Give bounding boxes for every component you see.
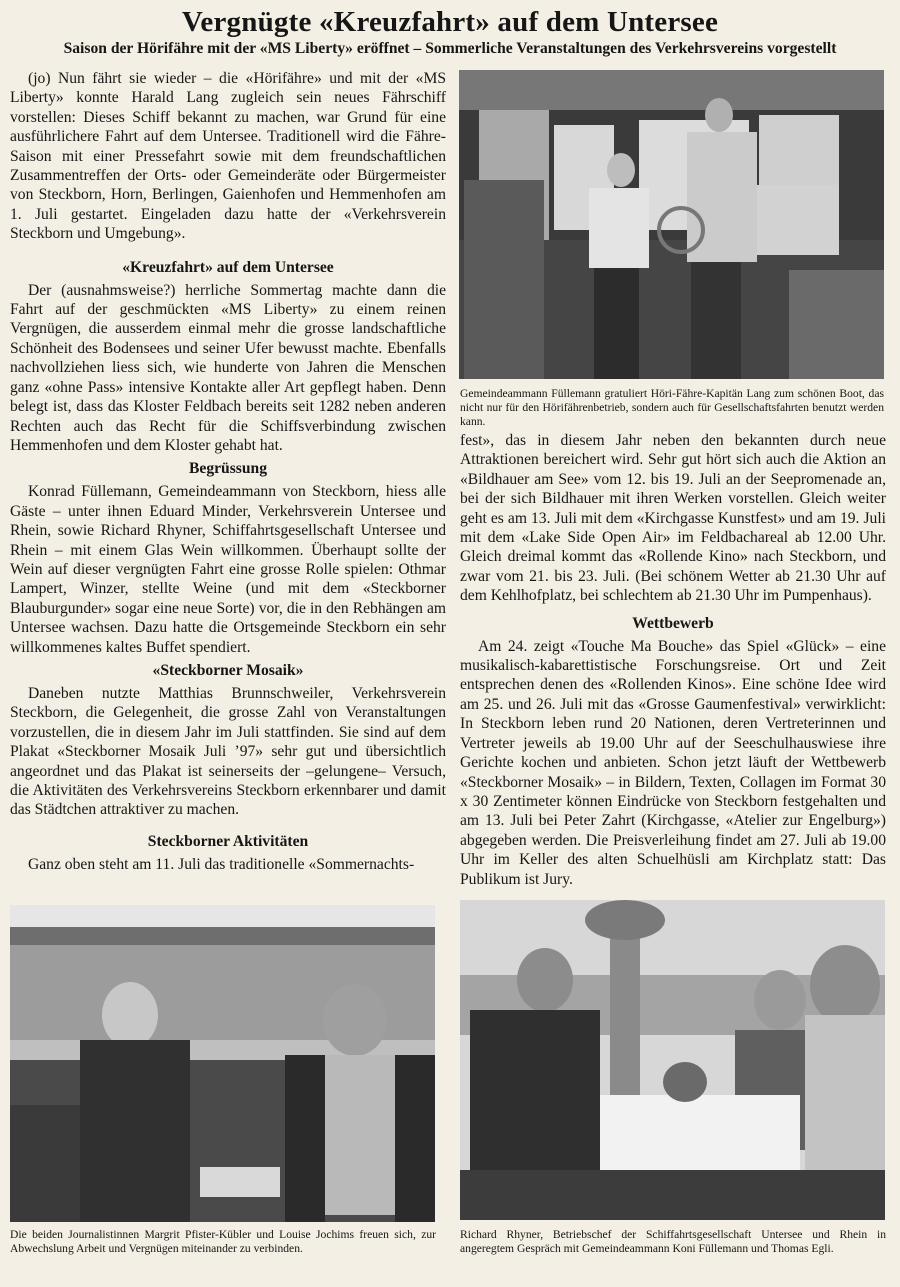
photo-journalists [10, 905, 435, 1222]
section-heading: Begrüssung [189, 460, 267, 478]
section-paragraph: Konrad Füllemann, Gemeindeammann von Steckborn, hiess alle Gäste – unter ihnen Eduard Minder, Verkehrsverein Untersee und Rhein, sowie Richard Rhyner, Schiffahrtsgesellschaft Untersee und Rhein – mit einem Glas Wein willkommen. Überhaupt sollte der Wein auf dieser vergnügten Fahrt eine grosse Rolle spielen: Othmar Lampert, Winzer, stellte Weine (und mit dem «Steckborner Blauburgunder» sogar eine neue Sorte) vor, die in den Rebhängen am Untersee wachsen. Dazu hatte die Ortsgemeinde Steckborn ein sehr willkommenes kaltes Buffet spendiert. [10, 483, 446, 656]
intro-paragraph: (jo) Nun fährt sie wieder – die «Hörifähre» und mit der «MS Liberty» konnte Harald Lang zugleich sein neues Fährschiff vorstellen: Dieses Schiff bekannt zu machen, war Grund für eine ausführlichere Fahrt auf dem Untersee. Traditionell wird die Fähre-Saison mit einer Pressefahrt sowie mit dem freundschaftlichen Zusammentreffen der Orts- oder Gemeinderäte oder Bürgermeister von Steckborn, Horn, Berlingen, Gaienhofen und Hemmenhofen am 1. Juli gestartet. Eingeladen dazu hatte der «Verkehrsverein Steckborn und Umgebung». [10, 70, 446, 243]
section-heading-wettbewerb: Wettbewerb [632, 614, 714, 632]
caption-photo-top: Gemeindeammann Füllemann gratuliert Höri-Fähre-Kapitän Lang zum schönen Boot, das nicht nur für den Hörifährenbetrieb, sondern auch für Gesellschaftsfahrten benutzt werden kann. [460, 387, 884, 428]
subheadline: Saison der Hörifähre mit der «MS Liberty» eröffnet – Sommerliche Veranstaltungen des Verkehrsvereins vorgestellt [63, 40, 837, 57]
photo-conversation-image [460, 900, 885, 1220]
left-column [10, 69, 446, 874]
photo-ship-bridge-image [459, 70, 884, 379]
section-paragraph: Der (ausnahmsweise?) herrliche Sommertag machte dann die Fahrt auf der geschmückten «MS Liberty» zu einem reinen Vergnügen, die ausserdem einmal mehr die grosse landschaftliche Schönheit des Bodensees und seiner Ufer bewusst machte. Ebenfalls nachvollziehen liess sich, wie hunderte von Jahren die Menschen ganz «ohne Pass» intensive Kontakte aller Art gepflegt haben. Denn belegt ist, dass das Kloster Feldbach bereits seit 1282 neben anderen Rechten auch das Recht für die Schiffsverbindung zwischen Hemmenhofen und dem Kloster gehabt hat. [10, 281, 446, 454]
section-heading: «Steckborner Mosaik» [152, 661, 304, 679]
caption-photo-bottom-right: Richard Rhyner, Betriebschef der Schiffahrtsgesellschaft Untersee und Rhein in angeregtem Gespräch mit Gemeindeammann Koni Füllemann und Thomas Egli. [460, 1228, 886, 1255]
section-paragraph-wettbewerb: Am 24. zeigt «Touche Ma Bouche» das Spiel «Glück» – eine musikalisch-kabarettistische Forschungsreise. Ort und Zeit entsprechen denen des «Rollenden Kinos». Eine schöne Idee wird am 25. und 26. Juli mit das «Grosse Gaumenfestival» verwirklicht: In Steckborn leben rund 20 Nationen, deren Vertreterinnen und Vertreter jeweils ab 19.00 Uhr auf der Seeschulhauswiese ihre Gerichte kochen und anbieten. Schon jetzt läuft der Wettbewerb «Steckborner Mosaik» – in Bildern, Texten, Collagen im Format 30 x 30 Zentimeter können Eindrücke von Steckborn festgehalten und am 13. Juli bei Peter Zahrt (Kirchgasse, «Atelier zur Engelburg») abgegeben werden. Die Preisverleihung findet am 27. Juli ab 19.00 Uhr im Keller des alten Schuelhüsli am Kirchplatz statt: Das Publikum ist Jury. [460, 637, 886, 888]
section-paragraph: Ganz oben steht am 11. Juli das traditionelle «Sommernachts- [28, 855, 415, 873]
section-heading: «Kreuzfahrt» auf dem Untersee [122, 258, 334, 276]
continuation-paragraph: fest», das in diesem Jahr neben den bekannten durch neue Attraktionen bereichert wird. Sehr gut hört sich auch die Aktion an «Bildhauer am See» vom 12. bis 19. Juli an der Seepromenade an, bei der sich Bildhauer mit ihren Werken vorstellen. Gleich weiter geht es am 13. Juli mit dem «Kirchgasse Kunstfest» und am 19. Juli mit dem «Lake Side Open Air» im Feldbachareal ab 12.00 Uhr. Gleich dreimal kommt das «Rollende Kino» nach Steckborn, und zwar vom 21. bis 23. Juli. (Bei schönem Wetter ab 21.30 Uhr auf dem Kehlhofplatz, bei schlechtem ab 21.30 Uhr im Pumpenhaus). [460, 432, 886, 605]
section-paragraph: Daneben nutzte Matthias Brunnschweiler, Verkehrsverein Steckborn, die Gelegenheit, die grosse Zahl von Veranstaltungen vorzustellen, die in diesem Jahr im Juli stattfinden. Sie sind auf dem Plakat «Steckborner Mosaik Juli ’97» sehr gut und übersichtlich angeordnet und das Plakat ist seinerseits der –gelungene– Versuch, die Aktivitäten des Verkehrsvereins Steckborn erkennbarer und damit das Städtchen attraktiver zu machen. [10, 684, 446, 819]
photo-journalists-image [10, 905, 435, 1222]
section-heading: Steckborner Aktivitäten [147, 832, 309, 850]
photo-ship-bridge [459, 70, 884, 379]
photo-conversation [460, 900, 885, 1220]
headline: Vergnügte «Kreuzfahrt» auf dem Untersee [181, 6, 719, 38]
right-column [460, 431, 886, 889]
caption-photo-bottom-left: Die beiden Journalistinnen Margrit Pfister-Kübler und Louise Jochims freuen sich, zur Abwechslung Arbeit und Vergnügen miteinander zu verbinden. [10, 1228, 436, 1255]
